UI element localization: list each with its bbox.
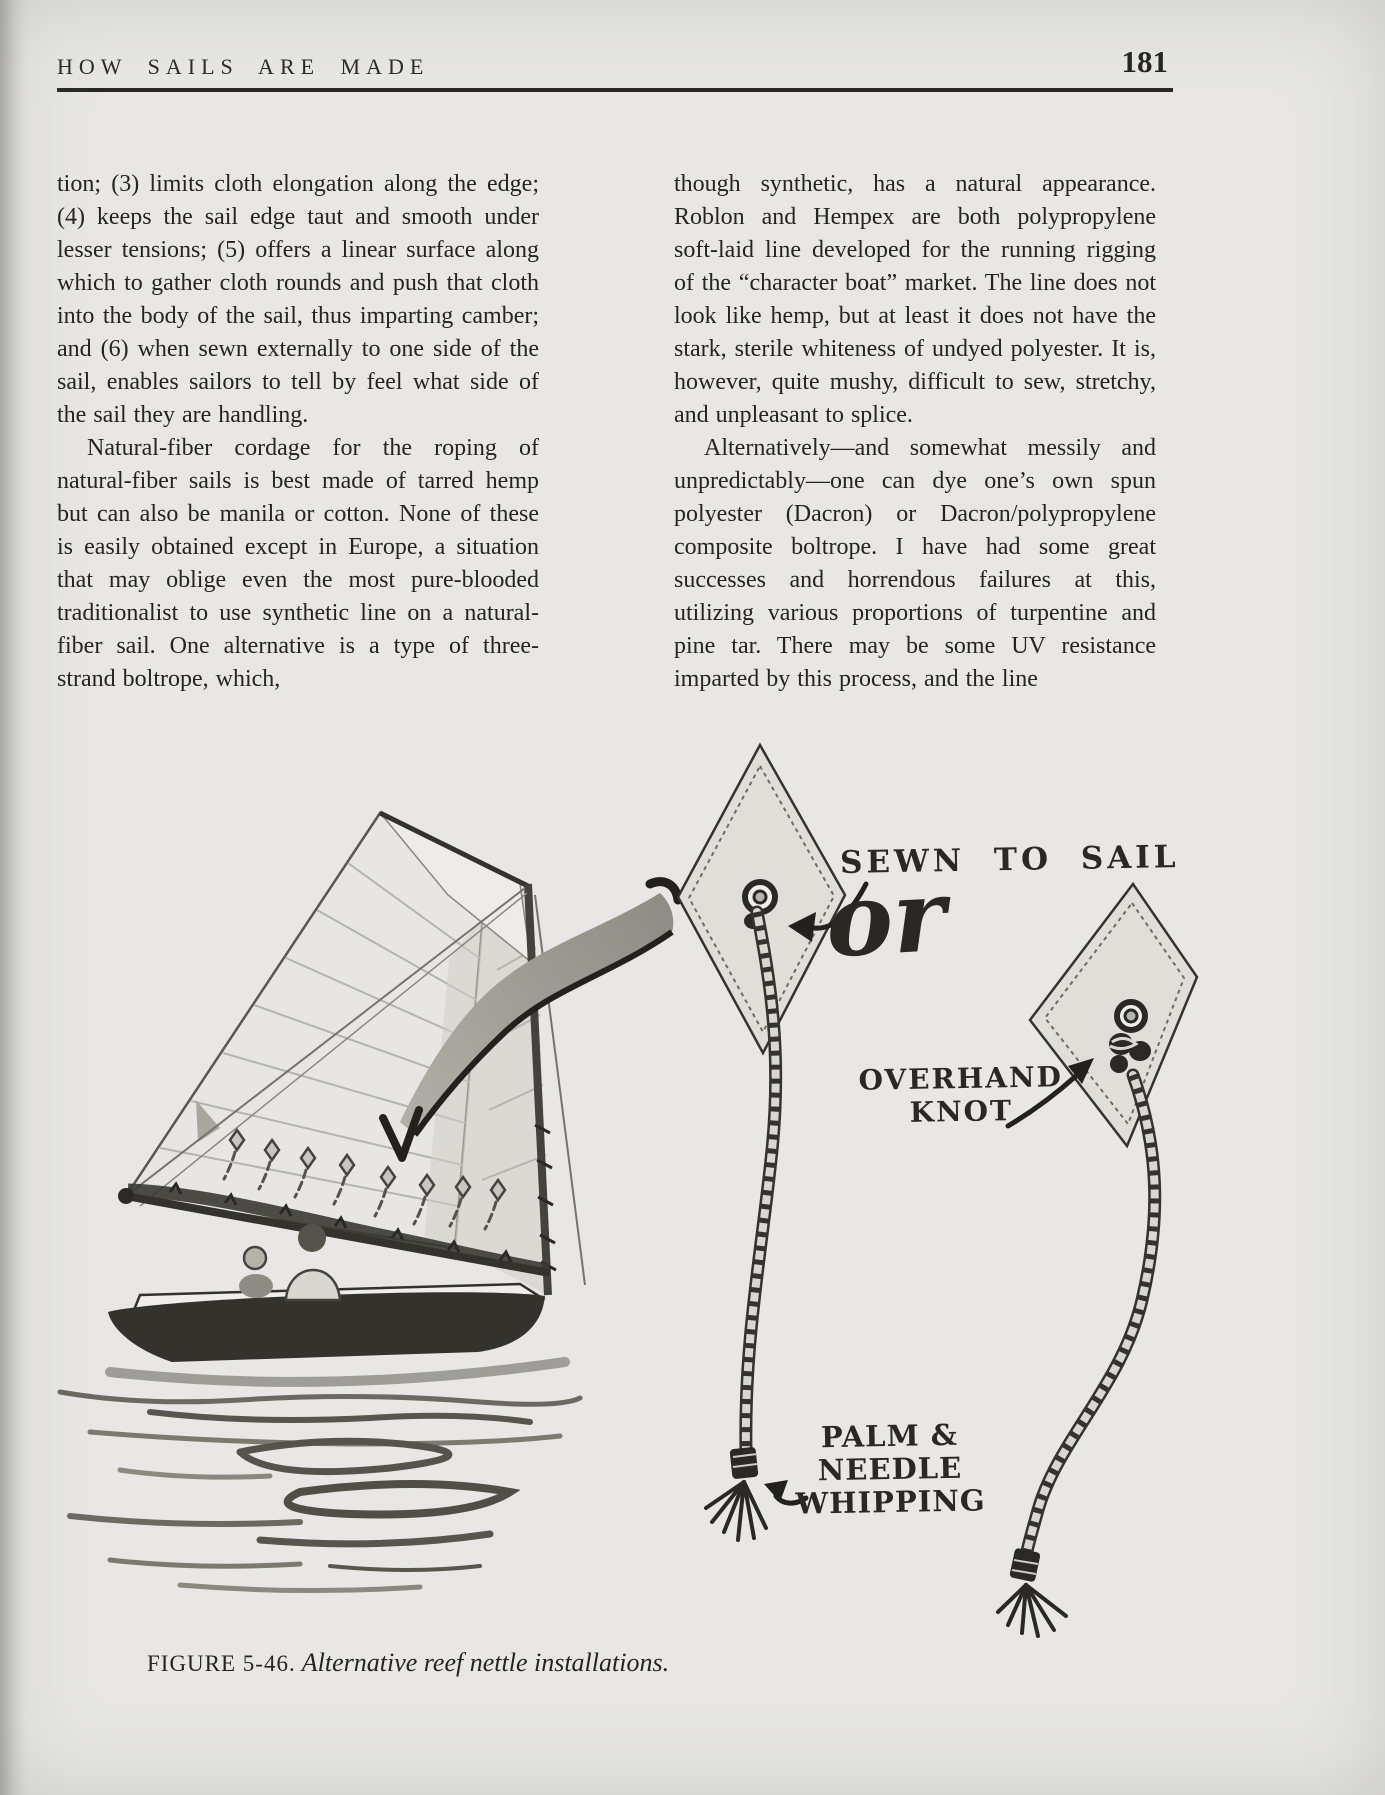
water-ripples bbox=[60, 1362, 580, 1591]
label-sewn-to-sail: SEWN TO SAIL bbox=[839, 839, 1180, 881]
figure-caption-number: FIGURE 5-46. bbox=[147, 1651, 296, 1676]
figure-caption-text: Alternative reef nettle installations. bbox=[295, 1648, 670, 1677]
rope-knotted bbox=[998, 1075, 1155, 1636]
figure-caption bbox=[147, 1648, 669, 1678]
label-palm-needle-whipping bbox=[761, 1418, 1019, 1521]
label-line: PALM & NEEDLE bbox=[817, 1417, 963, 1488]
whipping-band bbox=[1009, 1548, 1041, 1583]
whipping-band bbox=[730, 1447, 759, 1480]
label-overhand-knot bbox=[855, 1060, 1066, 1130]
label-line: WHIPPING bbox=[795, 1483, 986, 1521]
paragraph: though synthetic, has a natural appearance. Roblon and Hempex are both polypropylene soft-laid line developed for the running rigging of the “character boat” market. The line does not look like hemp, but at least it does not have the stark, sterile whiteness of undyed polyester. It is, however, quite mushy, difficult to sew, stretchy, and unpleasant to splice. bbox=[674, 171, 1156, 428]
crew-head bbox=[298, 1224, 326, 1252]
sailboat-illustration bbox=[60, 813, 585, 1591]
frayed-end bbox=[998, 1585, 1066, 1636]
label-line: KNOT bbox=[909, 1094, 1014, 1129]
label-or: or bbox=[822, 855, 949, 981]
patch-sewn-to-sail bbox=[678, 745, 845, 1053]
crew-head bbox=[244, 1247, 266, 1269]
page-number: 181 bbox=[1121, 44, 1168, 79]
frayed-end bbox=[706, 1482, 766, 1540]
crew-figures bbox=[239, 1224, 340, 1300]
grommet-icon bbox=[1117, 1002, 1145, 1030]
paragraph: tion; (3) limits cloth elongation along the edge; (4) keeps the sail edge taut and smooth under lesser tensions; (5) offers a linear surface along which to gather cloth rounds and push that cloth into the body of the sail, thus imparting camber; and (6) when sewn externally to one side of the sail, enables sailors to tell by feel what side of the sail they are handling. bbox=[57, 171, 539, 428]
paragraph: Alternatively—and somewhat messily and unpredictably—one can dye one’s own spun polyester (Dacron) or Dacron/polypropylene composite boltrope. I have had some great successes and horrendous failures at this, utilizing various proportions of turpentine and pine tar. There may be some UV resistance imparted by this process, and the line bbox=[674, 435, 1156, 692]
running-head: HOW SAILS ARE MADE bbox=[57, 54, 430, 79]
paragraph: Natural-fiber cordage for the roping of natural-fiber sails is best made of tarred hemp but can also be manila or cotton. None of these is easily obtained except in Europe, a situation that may oblige even the most pure-blooded traditionalist to use synthetic line on a natural-fiber sail. One alternative is a type of three-strand boltrope, which, bbox=[57, 435, 539, 692]
label-line: OVERHAND bbox=[858, 1060, 1064, 1097]
